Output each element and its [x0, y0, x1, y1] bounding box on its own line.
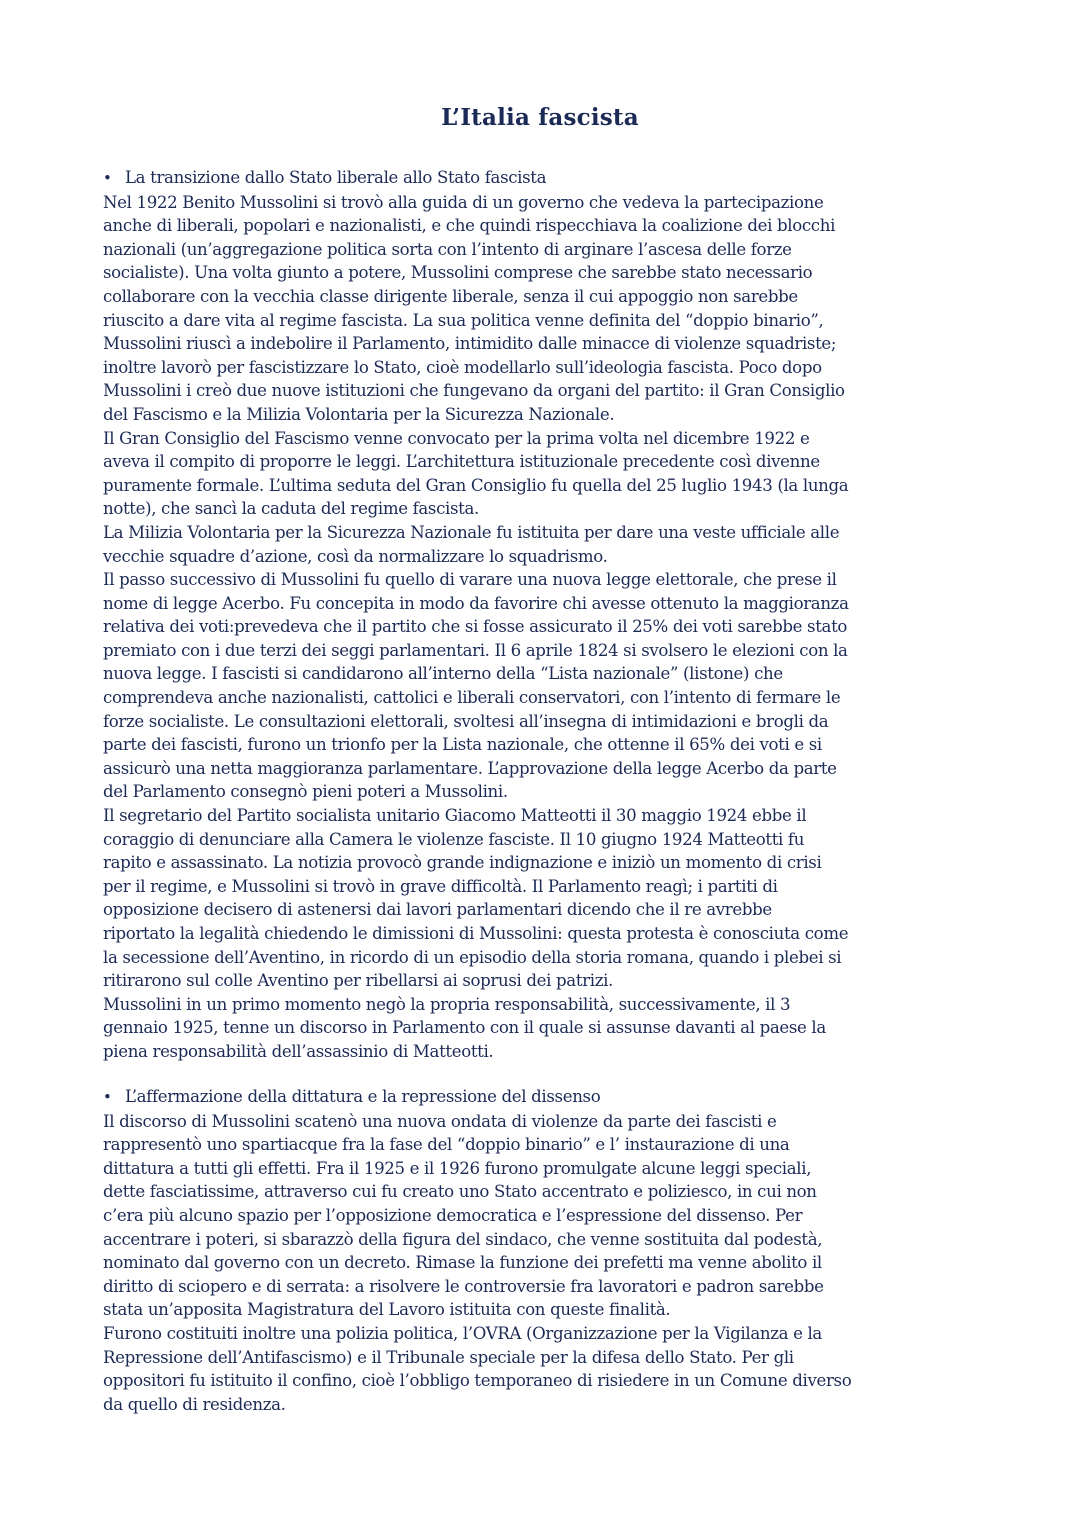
text-line: riuscito a dare vita al regime fascista. La sua politica venne definita del “doppio binario”,	[103, 310, 824, 330]
paragraph	[103, 993, 1003, 1064]
text-line: aveva il compito di proporre le leggi. L’architettura istituzionale precedente così divenne	[103, 452, 820, 472]
text-line: socialiste). Una volta giunto a potere, Mussolini comprese che sarebbe stato necessario	[103, 263, 813, 283]
text-line: da quello di residenza.	[103, 1394, 286, 1414]
section-heading-text: La transizione dallo Stato liberale allo Stato fascista	[125, 168, 547, 187]
paragraph	[103, 191, 1003, 427]
bullet-icon: •	[103, 1088, 112, 1106]
text-line: accentrare i poteri, si sbarazzò della figura del sindaco, che venne sostituita dal podestà,	[103, 1229, 823, 1249]
text-line: Repressione dell’Antifascismo) e il Tribunale speciale per la difesa dello Stato. Per gli	[103, 1347, 794, 1367]
text-line: Il passo successivo di Mussolini fu quello di varare una nuova legge elettorale, che prese il	[103, 570, 837, 590]
text-line: parte dei fascisti, furono un trionfo per la Lista nazionale, che ottenne il 65% dei voti e si	[103, 735, 822, 755]
text-line: riportato la legalità chiedendo le dimissioni di Mussolini: questa protesta è conosciuta come	[103, 924, 849, 943]
text-line: piena responsabilità dell’assassinio di Matteotti.	[103, 1041, 494, 1061]
text-line: Furono costituiti inoltre una polizia politica, l’OVRA (Organizzazione per la Vigilanza e la	[103, 1323, 822, 1343]
text-line: nominato dal governo con un decreto. Rimase la funzione dei prefetti ma venne abolito il	[103, 1253, 822, 1273]
section-heading	[103, 1085, 1003, 1110]
section-transition	[103, 166, 1003, 1064]
section-dictatorship	[103, 1085, 1003, 1416]
paragraph	[103, 1110, 1003, 1322]
text-line: rappresentò uno spartiacque fra la fase del “doppio binario” e l’ instaurazione di una	[103, 1135, 790, 1155]
paragraph	[103, 1322, 1003, 1416]
paragraph	[103, 804, 1003, 993]
paragraph	[103, 427, 1003, 521]
text-line: la secessione dell’Aventino, in ricordo di un episodio della storia romana, quando i plebei si	[103, 947, 842, 967]
text-line: assicurò una netta maggioranza parlamentare. L’approvazione della legge Acerbo da parte	[103, 758, 837, 778]
text-line: nuova legge. I fascisti si candidarono all’interno della “Lista nazionale” (listone) che	[103, 664, 783, 684]
text-line: diritto di sciopero e di serrata: a risolvere le controversie fra lavoratori e padron sarebbe	[103, 1276, 824, 1296]
text-line: Nel 1922 Benito Mussolini si trovò alla guida di un governo che vedeva la partecipazione	[103, 192, 824, 212]
page-title: L’Italia fascista	[441, 104, 639, 131]
text-line: Il segretario del Partito socialista unitario Giacomo Matteotti il 30 maggio 1924 ebbe il	[103, 806, 807, 826]
text-line: inoltre lavorò per fascistizzare lo Stato, cioè modellarlo sull’ideologia fascista. Poco dopo	[103, 357, 822, 377]
text-line: premiato con i due terzi dei seggi parlamentari. Il 6 aprile 1824 si svolsero le elezioni con la	[103, 640, 848, 660]
section-body	[103, 191, 1003, 1064]
text-line: relativa dei voti:prevedeva che il partito che si fosse assicurato il 25% dei voti sarebbe stato	[103, 617, 848, 637]
text-line: del Fascismo e la Milizia Volontaria per la Sicurezza Nazionale.	[103, 404, 615, 424]
text-line: collaborare con la vecchia classe dirigente liberale, senza il cui appoggio non sarebbe	[103, 286, 798, 306]
text-line: coraggio di denunciare alla Camera le violenze fasciste. Il 10 giugno 1924 Matteotti fu	[103, 829, 805, 849]
text-line: dette fasciatissime, attraverso cui fu creato uno Stato accentrato e poliziesco, in cui non	[103, 1182, 817, 1202]
text-line: del Parlamento consegnò pieni poteri a Mussolini.	[103, 782, 508, 802]
text-line: per il regime, e Mussolini si trovò in grave difficoltà. Il Parlamento reagì; i partiti di	[103, 876, 778, 896]
text-line: ritirarono sul colle Aventino per ribellarsi ai soprusi dei patrizi.	[103, 971, 613, 991]
text-line: forze socialiste. Le consultazioni elettorali, svoltesi all’insegna di intimidazioni e brogli da	[103, 711, 829, 731]
text-line: La Milizia Volontaria per la Sicurezza Nazionale fu istituita per dare una veste ufficiale alle	[103, 522, 840, 542]
text-line: c’era più alcuno spazio per l’opposizione democratica e l’espressione del dissenso. Per	[103, 1205, 803, 1225]
section-heading-text: L’affermazione della dittatura e la repressione del dissenso	[125, 1087, 601, 1106]
text-line: anche di liberali, popolari e nazionalisti, e che quindi rispecchiava la coalizione dei blocchi	[103, 216, 836, 236]
text-line: Mussolini i creò due nuove istituzioni che fungevano da organi del partito: il Gran Consiglio	[103, 381, 845, 401]
text-line: oppositori fu istituito il confino, cioè l’obbligo temporaneo di risiedere in un Comune diverso	[103, 1371, 852, 1391]
text-line: notte), che sancì la caduta del regime fascista.	[103, 499, 479, 519]
paragraph	[103, 568, 1003, 804]
text-line: puramente formale. L’ultima seduta del Gran Consiglio fu quella del 25 luglio 1943 (la lunga	[103, 475, 849, 495]
bullet-icon: •	[103, 169, 112, 187]
section-heading	[103, 166, 1003, 191]
section-body	[103, 1110, 1003, 1417]
text-line: Il Gran Consiglio del Fascismo venne convocato per la prima volta nel dicembre 1922 e	[103, 428, 810, 448]
paragraph	[103, 521, 1003, 568]
text-line: dittatura a tutti gli effetti. Fra il 1925 e il 1926 furono promulgate alcune leggi speciali,	[103, 1158, 812, 1178]
text-line: stata un’apposita Magistratura del Lavoro istituita con queste finalità.	[103, 1300, 671, 1320]
text-line: vecchie squadre d’azione, così da normalizzare lo squadrismo.	[103, 546, 608, 566]
text-line: gennaio 1925, tenne un discorso in Parlamento con il quale si assunse davanti al paese la	[103, 1018, 826, 1038]
text-line: rapito e assassinato. La notizia provocò grande indignazione e iniziò un momento di crisi	[103, 853, 822, 873]
text-line: Mussolini in un primo momento negò la propria responsabilità, successivamente, il 3	[103, 994, 791, 1014]
text-line: Il discorso di Mussolini scatenò una nuova ondata di violenze da parte dei fascisti e	[103, 1111, 777, 1131]
text-line: comprendeva anche nazionalisti, cattolici e liberali conservatori, con l’intento di fermare le	[103, 688, 841, 708]
text-line: nazionali (un’aggregazione politica sorta con l’intento di arginare l’ascesa delle forze	[103, 239, 792, 259]
text-line: opposizione decisero di astenersi dai lavori parlamentari dicendo che il re avrebbe	[103, 900, 772, 920]
text-line: Mussolini riuscì a indebolire il Parlamento, intimidito dalle minacce di violenze squadriste;	[103, 334, 837, 354]
text-line: nome di legge Acerbo. Fu concepita in modo da favorire chi avesse ottenuto la maggioranza	[103, 593, 849, 613]
